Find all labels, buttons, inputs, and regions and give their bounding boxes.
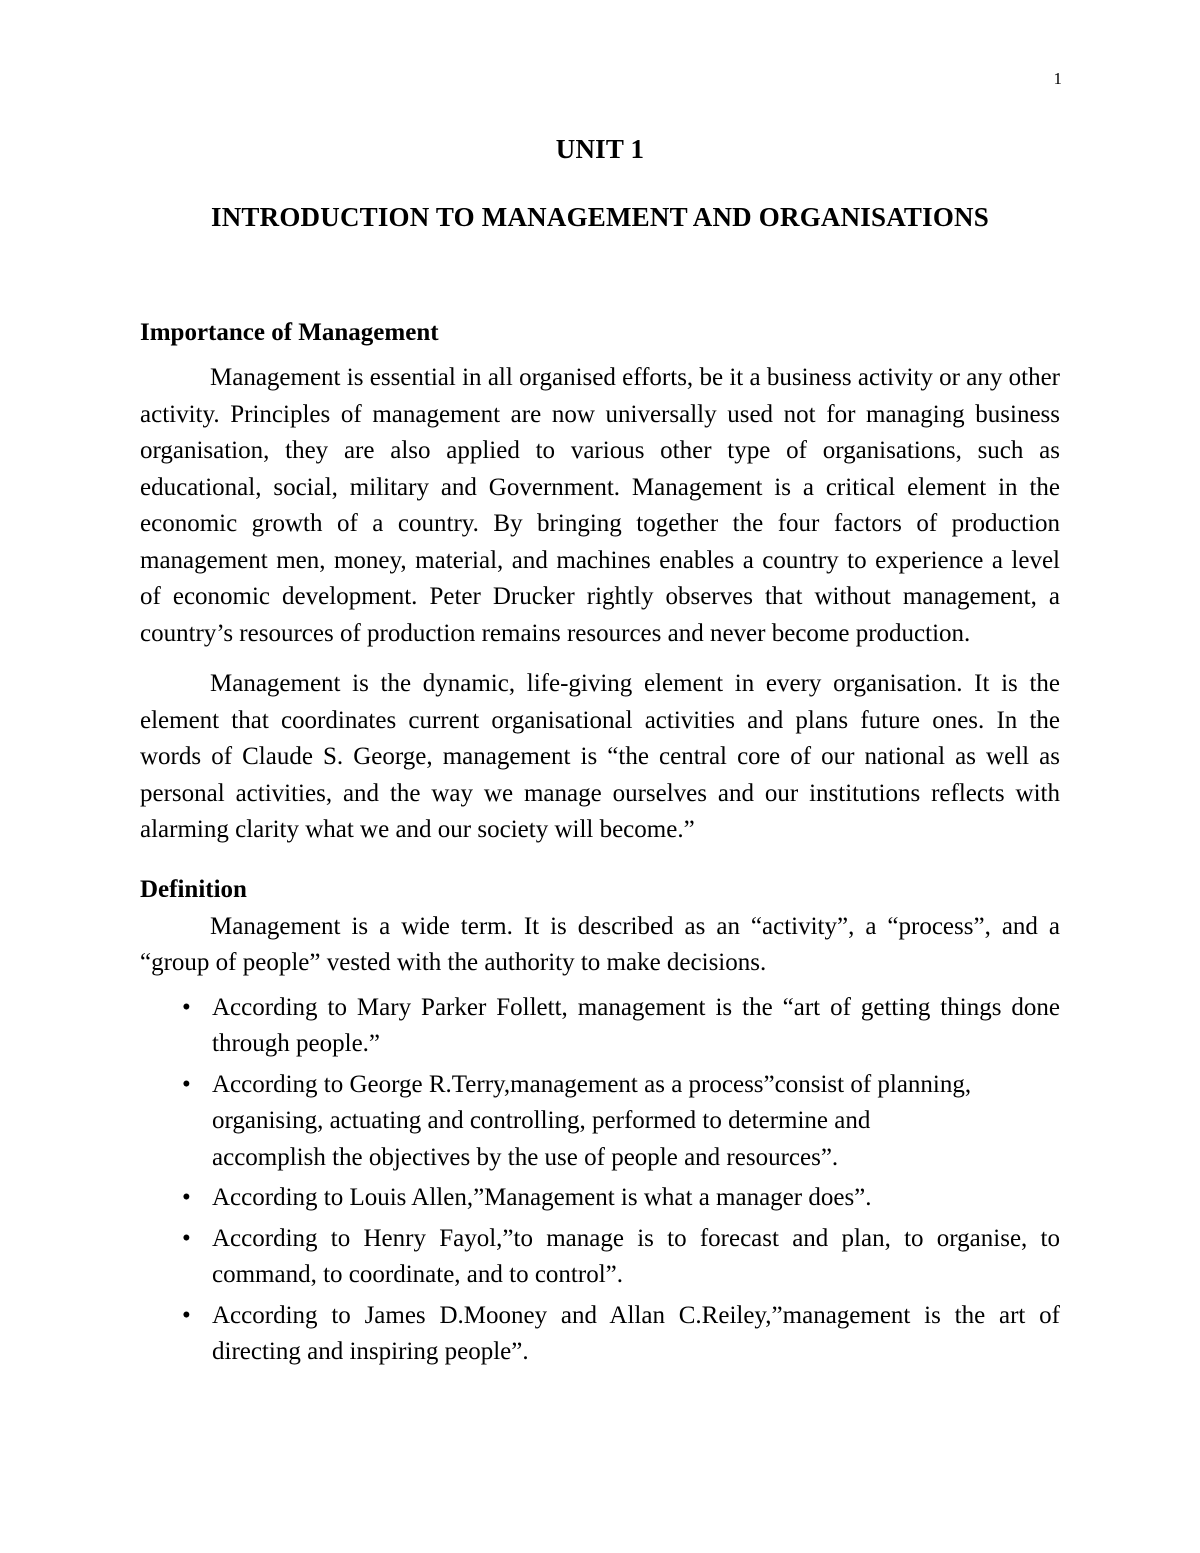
list-item-line: accomplish the objectives by the use of people and resources”. xyxy=(212,1143,839,1171)
definition-intro-paragraph: Management is a wide term. It is described as an “activity”, a “process”, and a “group of people” vested with the authority to make decisions. xyxy=(140,912,1060,977)
list-item-text: According to Mary Parker Follett, management is the “art of getting things done through people.” xyxy=(212,993,1060,1058)
list-item xyxy=(140,990,1060,1063)
list-item-text xyxy=(212,1067,1060,1177)
importance-paragraph-2: Management is the dynamic, life-giving element in every organisation. It is the element that coordinates current organisational activities and plans future ones. In the words of Claude S. George, management is “the central core of our national as well as personal activities, and the way we manage ourselves and our institutions reflects with alarming clarity what we and our society will become.” xyxy=(140,670,1060,844)
list-item xyxy=(140,1180,1060,1217)
list-item-text: According to Louis Allen,”Management is what a manager does”. xyxy=(212,1184,872,1212)
document-subtitle: INTRODUCTION TO MANAGEMENT AND ORGANISATIONS xyxy=(211,201,989,232)
heading-definition: Definition xyxy=(140,875,247,903)
list-item-line: organising, actuating and controlling, performed to determine and xyxy=(212,1107,871,1135)
bullet-icon: • xyxy=(182,1070,191,1098)
list-item xyxy=(140,1298,1060,1371)
importance-paragraph-1: Management is essential in all organised efforts, be it a business activity or any other activity. Principles of management are now universally used not for managing business organisation, they are also applied to various other type of organisations, such as educational, social, military and Government. Management is a critical element in the economic growth of a country. By bringing together the four factors of production management men, money, material, and machines enables a country to experience a level of economic development. Peter Drucker rightly observes that without management, a country’s resources of production remains resources and never become production. xyxy=(140,364,1060,647)
document-content xyxy=(140,135,1060,1375)
list-item xyxy=(140,1067,1060,1177)
list-item-line: According to George R.Terry,management as a process”consist of planning, xyxy=(212,1070,972,1098)
bullet-icon: • xyxy=(182,1301,191,1329)
list-item-text: According to Henry Fayol,”to manage is to forecast and plan, to organise, to command, to coordinate, and to control”. xyxy=(212,1224,1060,1289)
list-item-text: According to James D.Mooney and Allan C.Reiley,”management is the art of directing and inspiring people”. xyxy=(212,1301,1060,1366)
bullet-icon: • xyxy=(182,993,191,1021)
heading-importance-of-management: Importance of Management xyxy=(140,319,439,347)
definition-list xyxy=(140,990,1060,1371)
bullet-icon: • xyxy=(182,1184,191,1212)
bullet-icon: • xyxy=(182,1224,191,1252)
page-number: 1 xyxy=(1053,69,1062,88)
document-title: UNIT 1 xyxy=(555,134,645,164)
list-item xyxy=(140,1221,1060,1294)
